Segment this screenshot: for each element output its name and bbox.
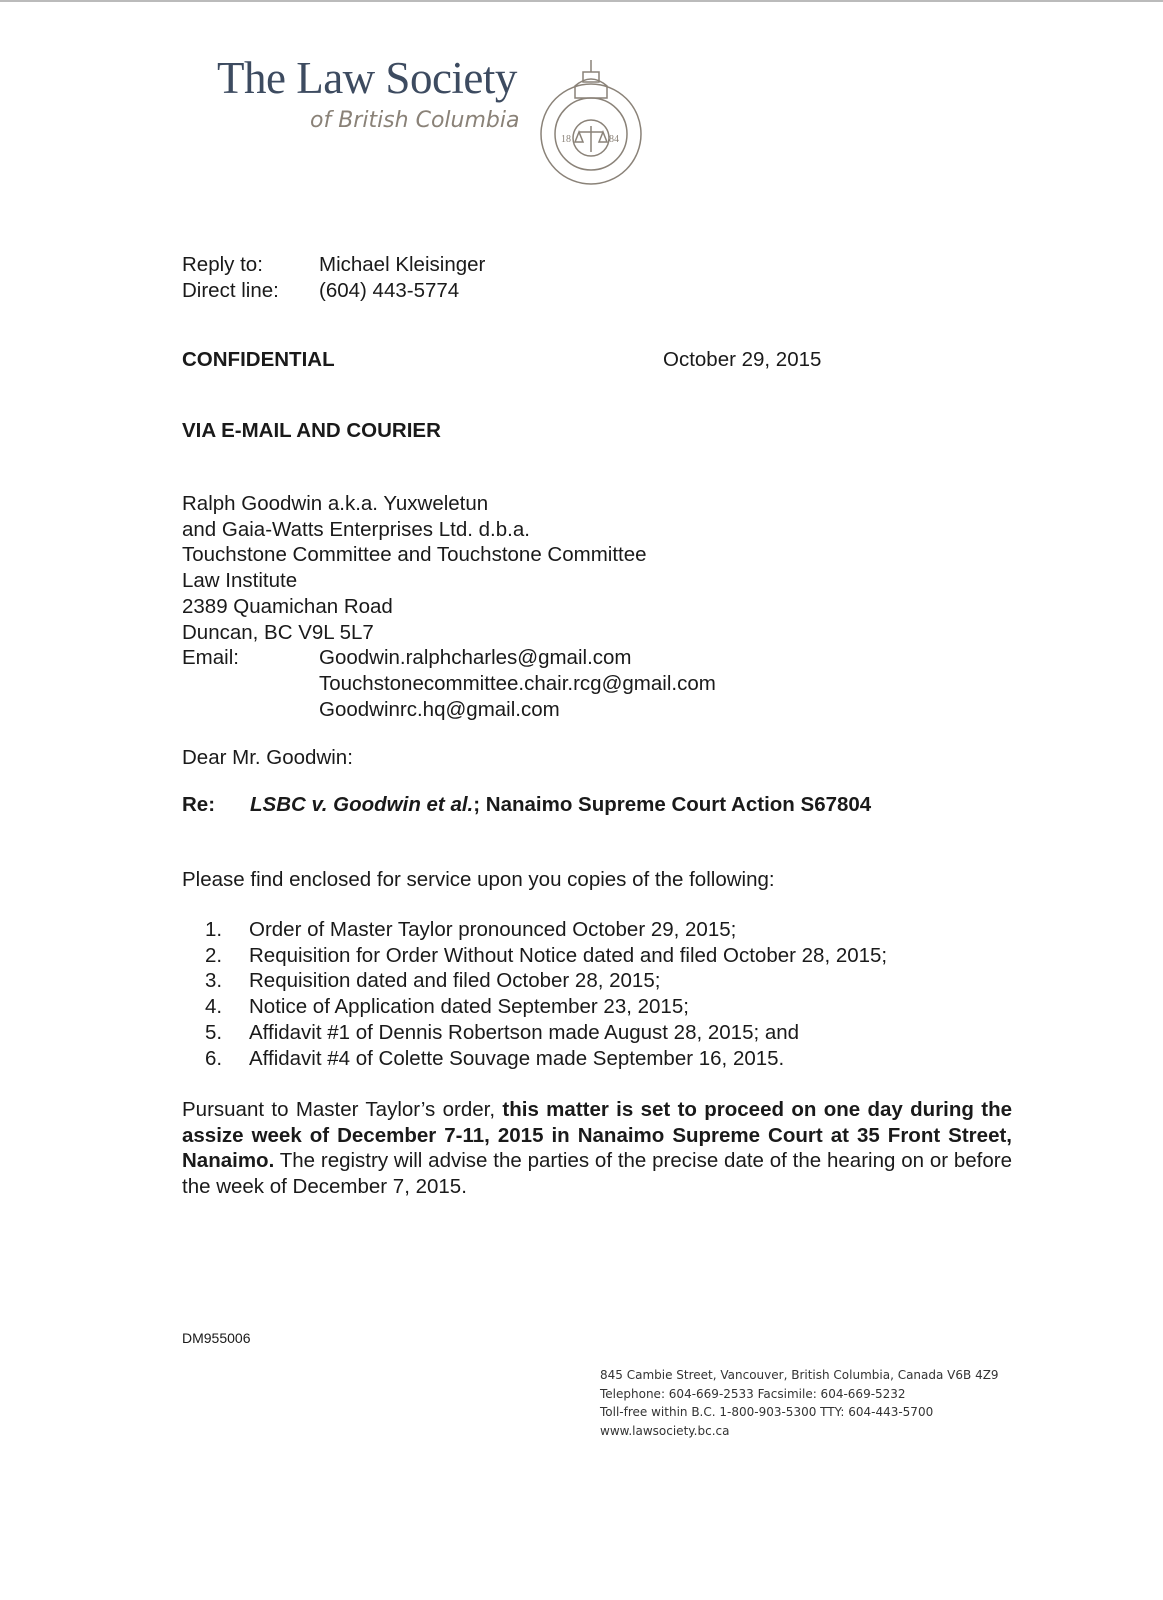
re-line (182, 792, 871, 818)
list-item: 1. Order of Master Taylor pronounced October 29, 2015; (205, 918, 737, 941)
footer-contact (600, 1366, 999, 1440)
list-item: 4. Notice of Application dated September 23, 2015; (205, 995, 689, 1019)
direct-line-label: Direct line: (182, 278, 279, 302)
reply-to-label: Reply to: (182, 253, 263, 276)
email-address: Goodwin.ralphcharles@gmail.com (319, 646, 632, 670)
address-line: and Gaia-Watts Enterprises Ltd. d.b.a. (182, 517, 530, 541)
re-label: Re: (182, 793, 216, 816)
direct-line-value: (604) 443-5774 (319, 278, 460, 302)
footer-tollfree: Toll-free within B.C. 1-800-903-5300 TTY: 604-443-5700 (600, 1405, 934, 1419)
email-address: Goodwinrc.hq@gmail.com (319, 697, 560, 721)
hearing-details: this matter is set to proceed on one day during the assize week of December 7-11, 2015 in Nanaimo Supreme Court at 35 Front Street, Nanaimo. (182, 1098, 1012, 1173)
letter-date: October 29, 2015 (663, 348, 822, 371)
scan-edge (0, 0, 1163, 2)
address-line: Law Institute (182, 569, 298, 593)
enclosure-list (205, 917, 887, 1071)
footer-phone: Telephone: 604-669-2533 Facsimile: 604-669-5232 (600, 1386, 906, 1401)
re-case-name: LSBC v. Goodwin et al. (250, 793, 474, 816)
svg-text:18: 18 (561, 134, 571, 145)
email-label: Email: (182, 646, 239, 670)
address-line: Ralph Goodwin a.k.a. Yuxweletun (182, 492, 489, 515)
delivery-method: VIA E-MAIL AND COURIER (182, 419, 441, 442)
re-action: ; Nanaimo Supreme Court Action S67804 (473, 793, 872, 816)
confidential-heading: CONFIDENTIAL (182, 348, 335, 371)
reply-to-value: Michael Kleisinger (319, 253, 486, 276)
list-item: 5. Affidavit #1 of Dennis Robertson made August 28, 2015; and (205, 1020, 800, 1044)
recipient-address (182, 491, 716, 722)
list-item: 2. Requisition for Order Without Notice dated and filed October 28, 2015; (205, 943, 888, 967)
list-item: 6. Affidavit #4 of Colette Souvage made September 16, 2015. (205, 1046, 785, 1070)
document-reference: DM955006 (182, 1330, 251, 1346)
intro-text: Please find enclosed for service upon you copies of the following: (182, 868, 775, 891)
body-paragraph: Pursuant to Master Taylor’s order, this matter is set to proceed on one day during the assize week of December 7-11, 2015 in Nanaimo Supreme Court at 35 Front Street, Nanaimo. The registry will advise the parties of the precise date of the hearing on or before the week of December 7, 2015. (182, 1098, 1012, 1199)
address-line: 2389 Quamichan Road (182, 594, 393, 618)
footer-address: 845 Cambie Street, Vancouver, British Columbia, Canada V6B 4Z9 (600, 1368, 999, 1382)
address-line: Duncan, BC V9L 5L7 (182, 620, 374, 644)
svg-text:84: 84 (609, 134, 619, 145)
list-item: 3. Requisition dated and filed October 28, 2015; (205, 969, 661, 993)
letterhead-org-name: The Law Society (217, 53, 517, 103)
letterhead-org-sub: of British Columbia (310, 108, 520, 133)
footer-website[interactable]: www.lawsociety.bc.ca (600, 1423, 730, 1438)
address-line: Touchstone Committee and Touchstone Committee (182, 543, 647, 567)
law-society-seal-icon (535, 52, 647, 187)
salutation: Dear Mr. Goodwin: (182, 746, 353, 769)
reply-block (182, 252, 485, 303)
email-address: Touchstonecommittee.chair.rcg@gmail.com (319, 671, 716, 695)
